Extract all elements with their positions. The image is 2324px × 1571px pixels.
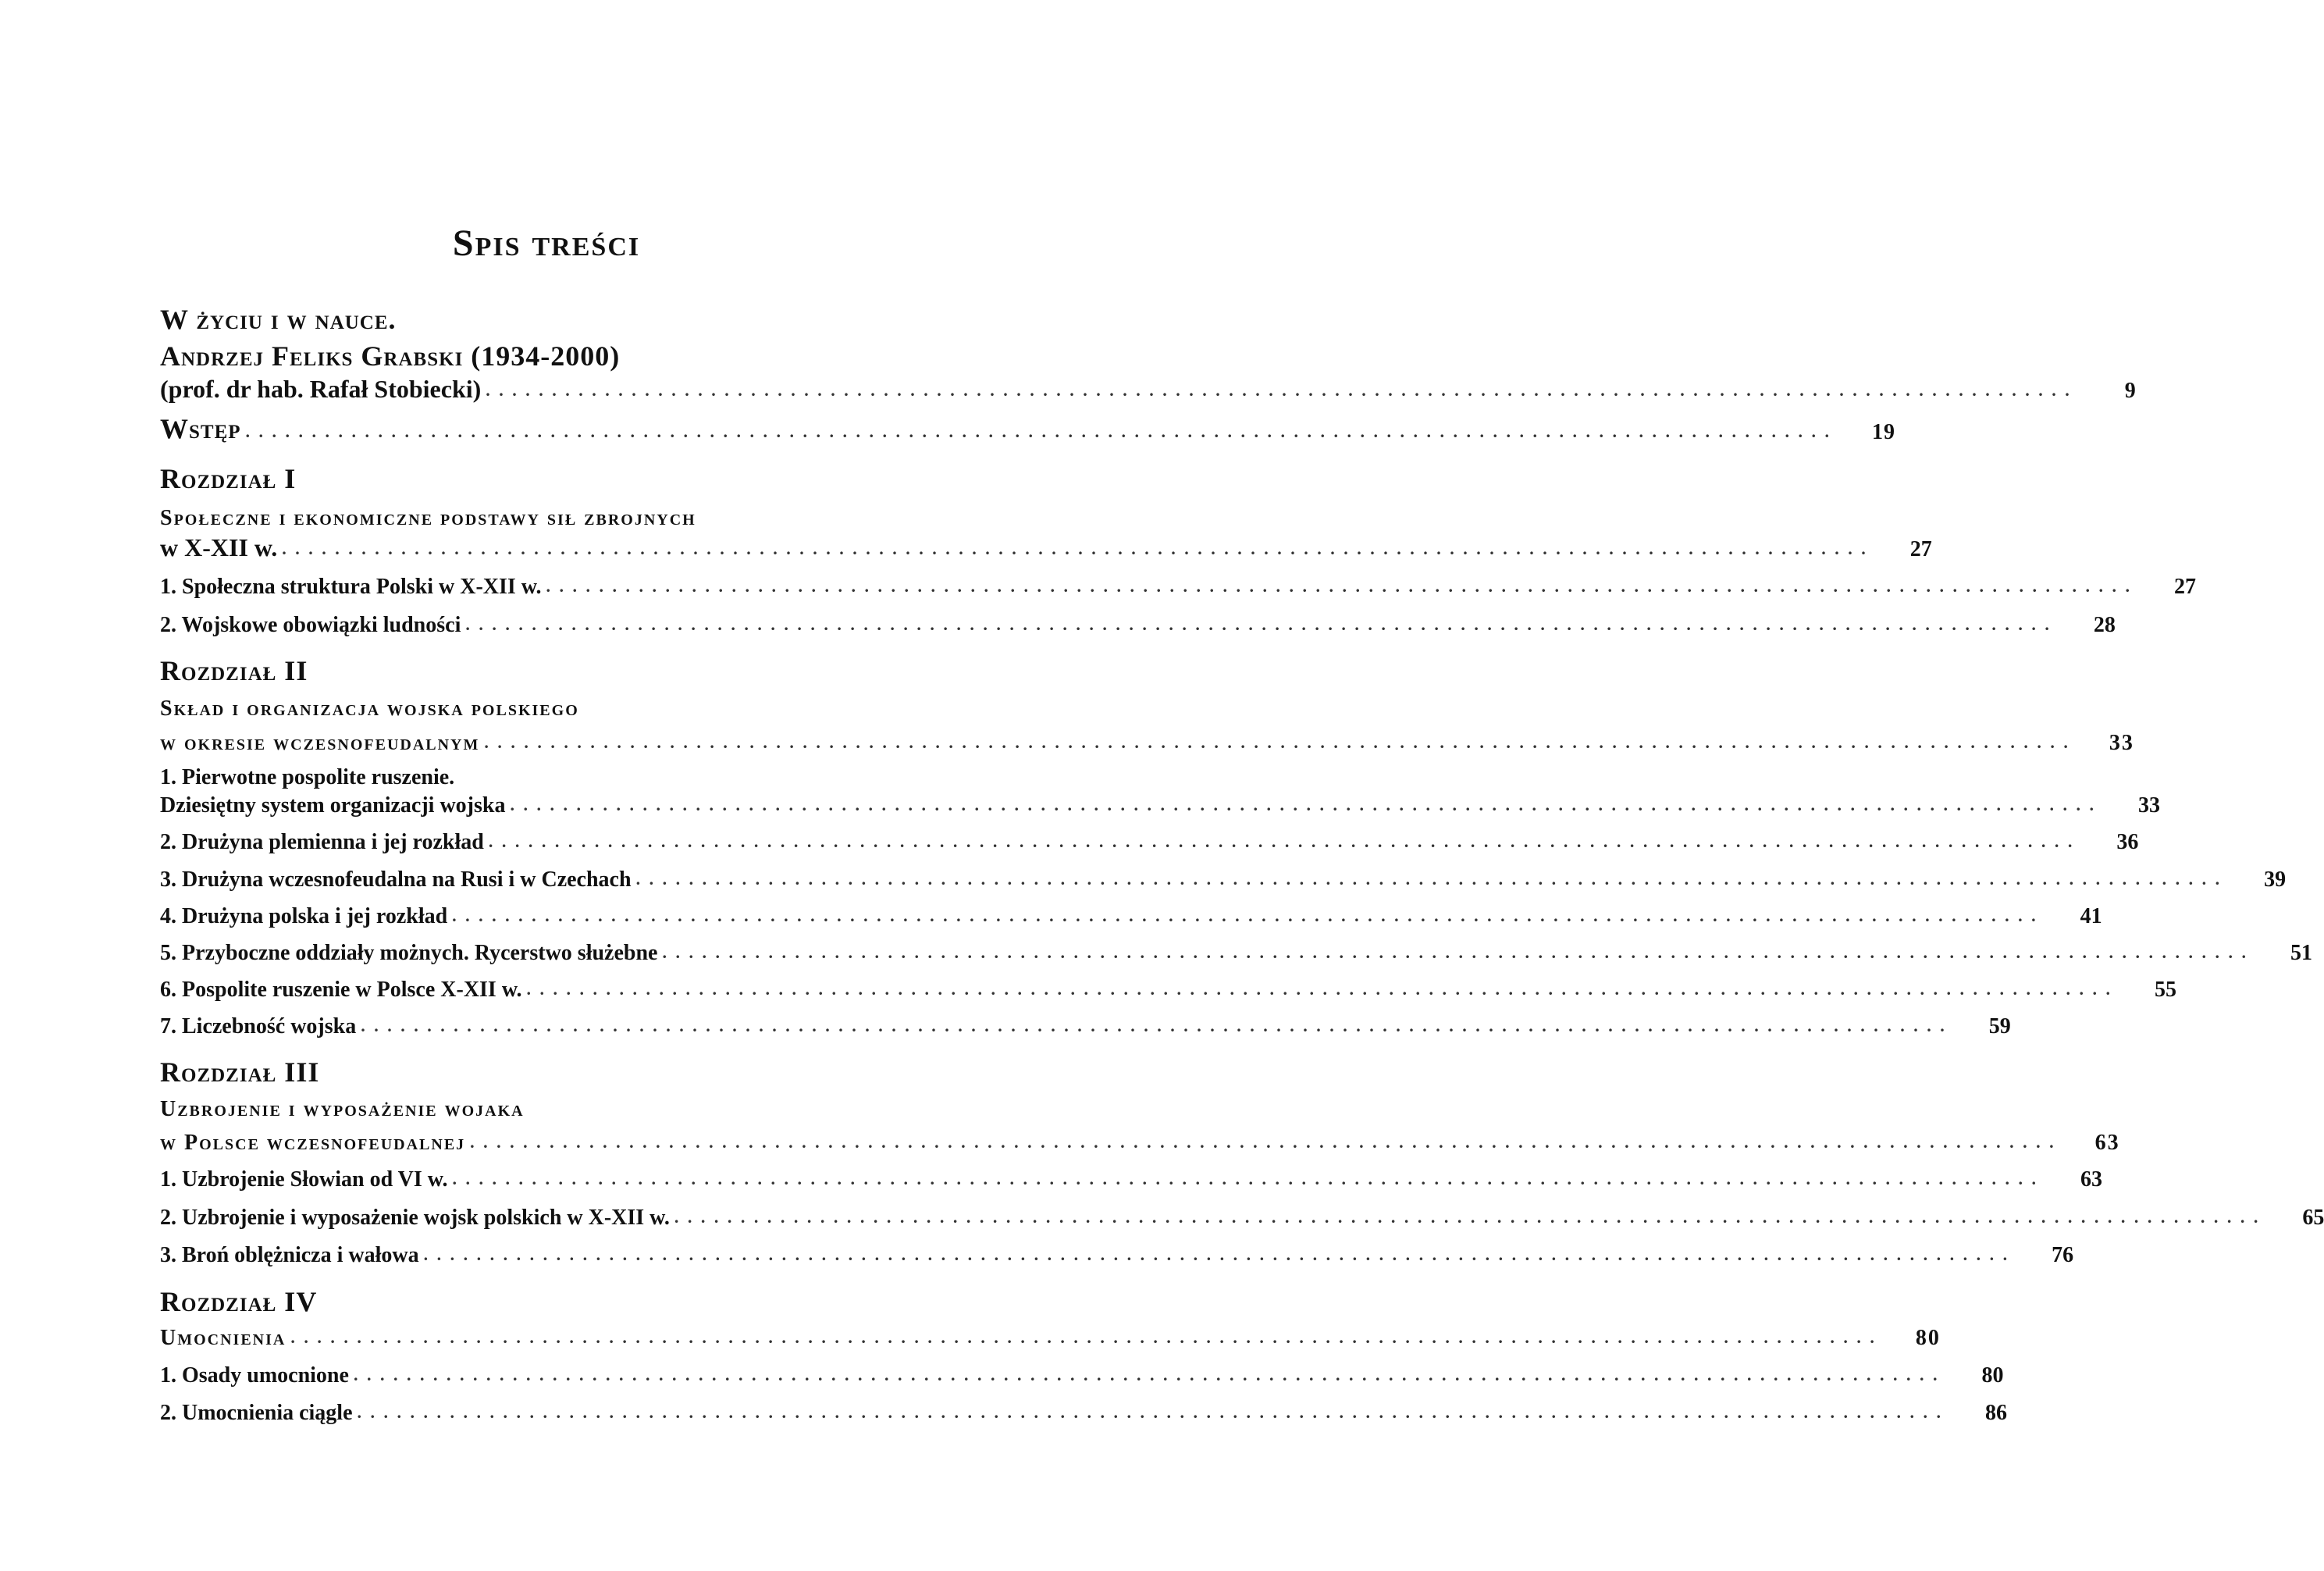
dot-leader: . . . . . . . . . . . . . . . . . . . . . . . . . . . . . . . . . . . . . . . . . . . . . . . . . . . . . . . . . . . . . . . . . . . . . . . . . . . . . . . . . . . . . . . . . . . . . . . . . . . . . . . . . . . . . . . . . . . . . . . . (488, 832, 2075, 851)
toc-entry-title: 6. Pospolite ruszenie w Polsce X-XII w. (160, 978, 522, 1002)
page-number: 59 (1988, 1014, 2011, 1038)
toc-entry (160, 1003, 2011, 1039)
toc-entry-title: 3. Broń oblężnicza i wałowa (160, 1243, 419, 1267)
dot-leader: . . . . . . . . . . . . . . . . . . . . . . . . . . . . . . . . . . . . . . . . . . . . . . . . . . . . . . . . . . . . . . . . . . . . . . . . . . . . . . . . . . . . . . . . . . . . . . . . . . . . . . . . . . . . . . . . . . . . . . . . (635, 869, 2223, 889)
dot-leader: . . . . . . . . . . . . . . . . . . . . . . . . . . . . . . . . . . . . . . . . . . . . . . . . . . . . . . . . . . . . . . . . . . . . . . . . . . . . . . . . . . . . . . . . . . . . . . . . . . . . . . . . . . . . . . . . . . . . . . . . (452, 1169, 2038, 1188)
page-number: 86 (1985, 1401, 2008, 1425)
toc-entry-title: Dziesiętny system organizacji wojska (160, 793, 506, 818)
toc-entry (160, 930, 2312, 966)
toc-entry-title: W życiu i w nauce. (160, 304, 397, 335)
toc-entry-title: 1. Uzbrojenie Słowian od VI w. (160, 1167, 448, 1192)
toc-entry (160, 602, 2116, 638)
toc-entry-title: Rozdział II (160, 655, 308, 686)
toc-entry (160, 564, 2196, 600)
dot-leader: . . . . . . . . . . . . . . . . . . . . . . . . . . . . . . . . . . . . . . . . . . . . . . . . . . . . . . . . . . . . . . . . . . . . . . . . . . . . . . . . . . . . . . . . . . . . . . . . . . . . . . . . . . . . . . . . . . . . . . . . (245, 422, 1832, 441)
toc-entry-title: 1. Osady umocnione (160, 1363, 349, 1388)
dot-leader: . . . . . . . . . . . . . . . . . . . . . . . . . . . . . . . . . . . . . . . . . . . . . . . . . . . . . . . . . . . . . . . . . . . . . . . . . . . . . . . . . . . . . . . . . . . . . . . . . . . . . . . . . . . . . . . . . . . . . . . . (546, 576, 2132, 596)
toc-entry-title: 1. Społeczna struktura Polski w X-XII w. (160, 575, 542, 599)
toc-entry-title: Uzbrojenie i wyposażenie wojaka (160, 1097, 525, 1121)
toc-heading (160, 1086, 955, 1122)
toc-entry (160, 1156, 2102, 1192)
page-number: 33 (2109, 731, 2134, 755)
toc-entry-title: Wstęp (160, 413, 241, 444)
page-number: 63 (2094, 1131, 2120, 1155)
page-number: 39 (2264, 867, 2287, 892)
page-number: 63 (2080, 1167, 2102, 1192)
toc-entry (160, 368, 2136, 404)
page-number: 80 (1915, 1326, 1941, 1350)
toc-entry-title: w X-XII w. (160, 533, 278, 561)
toc-entry (160, 720, 2134, 756)
toc-heading (160, 651, 955, 687)
toc-entry-title: 3. Drużyna wczesnofeudalna na Rusi i w Czechach (160, 867, 632, 892)
toc-entry (160, 857, 2287, 892)
toc-entry (160, 819, 2139, 855)
toc-heading (160, 459, 955, 495)
toc-entry-title: w Polsce wczesnofeudalnej (160, 1131, 466, 1155)
page-number: 51 (2290, 941, 2312, 965)
page-title: Spis treści (452, 223, 641, 264)
page-number: 55 (2155, 978, 2177, 1002)
toc-entry-title: Andrzej Feliks Grabski (1934-2000) (160, 340, 621, 372)
toc-entry-title: Skład i organizacja wojska polskiego (160, 696, 579, 721)
page-number: 33 (2137, 793, 2160, 818)
dot-leader: . . . . . . . . . . . . . . . . . . . . . . . . . . . . . . . . . . . . . . . . . . . . . . . . . . . . . . . . . . . . . . . . . . . . . . . . . . . . . . . . . . . . . . . . . . . . . . . . . . . . . . . . . . . . . . . . . . . . . . . . (353, 1365, 1940, 1384)
page-number: 28 (2093, 613, 2116, 637)
dot-leader: . . . . . . . . . . . . . . . . . . . . . . . . . . . . . . . . . . . . . . . . . . . . . . . . . . . . . . . . . . . . . . . . . . . . . . . . . . . . . . . . . . . . . . . . . . . . . . . . . . . . . . . . . . . . . . . . . . . . . . . . (361, 1016, 1947, 1035)
toc-entry-title: 4. Drużyna polska i jej rozkład (160, 904, 448, 928)
toc-entry-title: 2. Drużyna plemienna i jej rozkład (160, 830, 484, 854)
toc-entry-title: 2. Umocnienia ciągle (160, 1401, 353, 1425)
dot-leader: . . . . . . . . . . . . . . . . . . . . . . . . . . . . . . . . . . . . . . . . . . . . . . . . . . . . . . . . . . . . . . . . . . . . . . . . . . . . . . . . . . . . . . . . . . . . . . . . . . . . . . . . . . . . . . . . . . . . . . . . (484, 732, 2070, 752)
dot-leader: . . . . . . . . . . . . . . . . . . . . . . . . . . . . . . . . . . . . . . . . . . . . . . . . . . . . . . . . . . . . . . . . . . . . . . . . . . . . . . . . . . . . . . . . . . . . . . . . . . . . . . . . . . . . . . . . . . . . . . . . (357, 1402, 1944, 1422)
toc-entry-title: Społeczne i ekonomiczne podstawy sił zbrojnych (160, 506, 696, 530)
page-number: 27 (1909, 537, 1932, 561)
toc-entry-title: 2. Wojskowe obowiązki ludności (160, 613, 461, 637)
page-number: 27 (2173, 575, 2196, 599)
dot-leader: . . . . . . . . . . . . . . . . . . . . . . . . . . . . . . . . . . . . . . . . . . . . . . . . . . . . . . . . . . . . . . . . . . . . . . . . . . . . . . . . . . . . . . . . . . . . . . . . . . . . . . . . . . . . . . . . . . . . . . . . (452, 906, 2038, 925)
toc-heading (160, 686, 955, 721)
page-number: 80 (1981, 1363, 2004, 1388)
dot-leader: . . . . . . . . . . . . . . . . . . . . . . . . . . . . . . . . . . . . . . . . . . . . . . . . . . . . . . . . . . . . . . . . . . . . . . . . . . . . . . . . . . . . . . . . . . . . . . . . . . . . . . . . . . . . . . . . . . . . . . . . (470, 1132, 2056, 1152)
dot-leader: . . . . . . . . . . . . . . . . . . . . . . . . . . . . . . . . . . . . . . . . . . . . . . . . . . . . . . . . . . . . . . . . . . . . . . . . . . . . . . . . . . . . . . . . . . . . . . . . . . . . . . . . . . . . . . . . . . . . . . . . (674, 1207, 2261, 1227)
dot-leader: . . . . . . . . . . . . . . . . . . . . . . . . . . . . . . . . . . . . . . . . . . . . . . . . . . . . . . . . . . . . . . . . . . . . . . . . . . . . . . . . . . . . . . . . . . . . . . . . . . . . . . . . . . . . . . . . . . . . . . . . (290, 1327, 1877, 1347)
dot-leader: . . . . . . . . . . . . . . . . . . . . . . . . . . . . . . . . . . . . . . . . . . . . . . . . . . . . . . . . . . . . . . . . . . . . . . . . . . . . . . . . . . . . . . . . . . . . . . . . . . . . . . . . . . . . . . . . . . . . . . . . (510, 795, 2096, 814)
page-number: 9 (2124, 379, 2136, 403)
dot-leader: . . . . . . . . . . . . . . . . . . . . . . . . . . . . . . . . . . . . . . . . . . . . . . . . . . . . . . . . . . . . . . . . . . . . . . . . . . . . . . . . . . . . . . . . . . . . . . . . . . . . . . . . . . . . . . . . . . . . . . . . (423, 1245, 2010, 1264)
toc-entry-title: Rozdział IV (160, 1286, 318, 1317)
toc-entry (160, 1390, 2008, 1426)
toc-entry (160, 1195, 2324, 1231)
page-number: 65 (2302, 1206, 2324, 1230)
dot-leader: . . . . . . . . . . . . . . . . . . . . . . . . . . . . . . . . . . . . . . . . . . . . . . . . . . . . . . . . . . . . . . . . . . . . . . . . . . . . . . . . . . . . . . . . . . . . . . . . . . . . . . . . . . . . . . . . . . . . . . . . (486, 380, 2072, 400)
toc-heading (160, 1053, 955, 1088)
toc-entry (160, 526, 1932, 562)
toc-entry (160, 782, 2160, 818)
toc-entry-title: 2. Uzbrojenie i wyposażenie wojsk polskich w X-XII w. (160, 1206, 670, 1230)
dot-leader: . . . . . . . . . . . . . . . . . . . . . . . . . . . . . . . . . . . . . . . . . . . . . . . . . . . . . . . . . . . . . . . . . . . . . . . . . . . . . . . . . . . . . . . . . . . . . . . . . . . . . . . . . . . . . . . . . . . . . . . . (465, 615, 2052, 634)
dot-leader: . . . . . . . . . . . . . . . . . . . . . . . . . . . . . . . . . . . . . . . . . . . . . . . . . . . . . . . . . . . . . . . . . . . . . . . . . . . . . . . . . . . . . . . . . . . . . . . . . . . . . . . . . . . . . . . . . . . . . . . . (526, 979, 2113, 999)
toc-entry (160, 409, 1896, 445)
page-number: 76 (2052, 1243, 2074, 1267)
toc-entry-title: 1. Pierwotne pospolite ruszenie. (160, 765, 455, 789)
toc-entry-title: Rozdział III (160, 1056, 320, 1088)
toc-entry (160, 1315, 1941, 1351)
page-number: 19 (1872, 420, 1896, 444)
dot-leader: . . . . . . . . . . . . . . . . . . . . . . . . . . . . . . . . . . . . . . . . . . . . . . . . . . . . . . . . . . . . . . . . . . . . . . . . . . . . . . . . . . . . . . . . . . . . . . . . . . . . . . . . . . . . . . . . . . . . . . . . (662, 942, 2248, 962)
toc-entry-title: 5. Przyboczne oddziały możnych. Rycerstwo służebne (160, 941, 658, 965)
toc-entry (160, 1232, 2074, 1268)
toc-entry-title: 7. Liczebność wojska (160, 1014, 357, 1038)
toc-entry (160, 893, 2102, 929)
toc-entry (160, 967, 2177, 1003)
page-number: 41 (2080, 904, 2102, 928)
toc-heading (160, 1282, 955, 1318)
toc-entry-title: Rozdział I (160, 463, 297, 494)
toc-entry (160, 1352, 2004, 1388)
toc-entry-title: w okresie wczesnofeudalnym (160, 731, 480, 755)
dot-leader: . . . . . . . . . . . . . . . . . . . . . . . . . . . . . . . . . . . . . . . . . . . . . . . . . . . . . . . . . . . . . . . . . . . . . . . . . . . . . . . . . . . . . . . . . . . . . . . . . . . . . . . . . . . . . . . . . . . . . . . . (282, 539, 1868, 558)
toc-entry (160, 1120, 2120, 1156)
toc-entry-title: (prof. dr hab. Rafał Stobiecki) (160, 375, 482, 403)
toc-heading (160, 300, 955, 336)
toc-entry-title: Umocnienia (160, 1326, 286, 1350)
page-number: 36 (2116, 830, 2139, 854)
